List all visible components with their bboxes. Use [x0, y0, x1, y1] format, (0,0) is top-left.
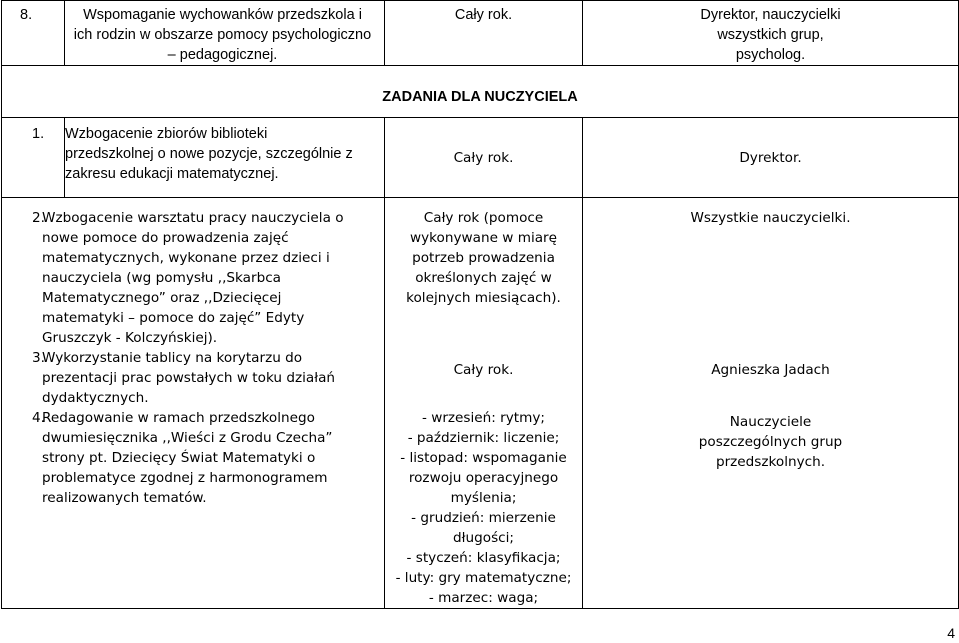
- term-line: rozwoju operacyjnego: [408, 470, 559, 486]
- row-number: 3.: [32, 350, 45, 366]
- row-number: 2.: [32, 210, 45, 226]
- term-line: wykonywane w miarę: [409, 230, 557, 246]
- task-line: Matematycznego” oraz ,,Dziecięcej: [42, 290, 282, 306]
- term-block: [385, 408, 582, 608]
- responsible-text: Wszystkie nauczycielki.: [690, 210, 851, 226]
- task-line: Wspomaganie wychowanków przedszkola i: [83, 7, 362, 23]
- table-row: [2, 198, 959, 609]
- term-line: Cały rok.: [453, 362, 514, 378]
- term-cell: [385, 118, 583, 198]
- term-block: [385, 208, 582, 348]
- task-cell: [65, 118, 385, 198]
- responsible-cell: [583, 1, 959, 66]
- responsible-line: Dyrektor, nauczycielki: [700, 7, 841, 23]
- page-number: 4: [947, 625, 955, 641]
- task-line: nowe pomoce do prowadzenia zajęć: [42, 230, 289, 246]
- term-line: - listopad: wspomaganie: [400, 450, 567, 466]
- responsible-cell: [583, 118, 959, 198]
- responsible-line: Nauczyciele: [729, 414, 812, 430]
- responsible-block: [583, 208, 958, 348]
- row-number: 1.: [2, 118, 65, 198]
- row-number: 8.: [2, 1, 65, 66]
- section-header: ZADANIA DLA NUCZYCIELA: [2, 66, 959, 118]
- responsible-line: przedszkolnych.: [715, 454, 826, 470]
- task-cell: [2, 198, 385, 609]
- task-line: – pedagogicznej.: [167, 47, 278, 63]
- list-item: [2, 208, 384, 348]
- task-line: realizowanych tematów.: [42, 490, 207, 506]
- task-line: problematyce zgodnej z harmonogramem: [42, 470, 328, 486]
- task-line: prezentacji prac powstałych w toku działań: [42, 370, 336, 386]
- task-line: ich rodzin w obszarze pomocy psychologiczno: [73, 27, 372, 43]
- task-line: Wykorzystanie tablicy na korytarzu do: [42, 350, 303, 366]
- responsible-text: Dyrektor.: [739, 149, 802, 166]
- task-line: nauczyciela (wg pomysłu ,,Skarbca: [42, 270, 281, 286]
- task-text: [42, 208, 384, 348]
- task-line: przedszkolnej o nowe pozycje, szczególnie z: [65, 146, 353, 162]
- task-cell: [65, 1, 385, 66]
- list-item: [2, 348, 384, 408]
- term-text: Cały rok.: [454, 7, 513, 23]
- row-number: 4.: [32, 410, 45, 426]
- list-item: [2, 408, 384, 508]
- table-row: [2, 118, 959, 198]
- term-line: - styczeń: klasyfikacja;: [406, 550, 561, 566]
- term-line: Cały rok (pomoce: [423, 210, 544, 226]
- responsible-line: wszystkich grup,: [717, 27, 824, 43]
- term-line: - grudzień: mierzenie: [411, 510, 556, 526]
- term-line: długości;: [453, 530, 514, 546]
- term-cell: [385, 198, 583, 609]
- responsible-text: Agnieszka Jadach: [711, 362, 830, 378]
- term-line: potrzeb prowadzenia: [412, 250, 555, 266]
- responsible-block: [583, 348, 958, 408]
- term-line: - marzec: waga;: [428, 590, 539, 606]
- task-line: dwumiesięcznika ,,Wieści z Grodu Czecha”: [42, 430, 333, 446]
- task-line: Wzbogacenie warsztatu pracy nauczyciela o: [42, 210, 344, 226]
- task-line: Wzbogacenie zbiorów biblioteki: [65, 126, 268, 142]
- task-text: [42, 348, 384, 408]
- term-line: określonych zajęć w: [415, 270, 552, 286]
- responsible-cell: [583, 198, 959, 609]
- task-line: Gruszczyk - Kolczyńskiej).: [42, 330, 218, 346]
- task-line: dydaktycznych.: [42, 390, 149, 406]
- plan-table: [1, 0, 959, 609]
- responsible-block: [583, 408, 958, 472]
- task-text: [42, 408, 384, 508]
- term-block: [385, 348, 582, 408]
- task-line: matematycznych, wykonane przez dzieci i: [42, 250, 330, 266]
- term-line: - październik: liczenie;: [407, 430, 560, 446]
- term-text: Cały rok.: [453, 149, 514, 166]
- responsible-line: poszczególnych grup: [698, 434, 843, 450]
- term-line: kolejnych miesiącach).: [406, 290, 561, 306]
- task-line: strony pt. Dziecięcy Świat Matematyki o: [42, 450, 316, 466]
- responsible-line: psycholog.: [735, 47, 806, 63]
- term-line: - wrzesień: rytmy;: [421, 410, 545, 426]
- task-line: matematyki – pomoce do zajęć” Edyty: [42, 310, 305, 326]
- term-line: myślenia;: [450, 490, 517, 506]
- section-header-row: [2, 66, 959, 118]
- task-line: Redagowanie w ramach przedszkolnego: [42, 410, 315, 426]
- term-cell: [385, 1, 583, 66]
- term-line: - luty: gry matematyczne;: [395, 570, 572, 586]
- task-line: zakresu edukacji matematycznej.: [65, 166, 279, 182]
- table-row: [2, 1, 959, 66]
